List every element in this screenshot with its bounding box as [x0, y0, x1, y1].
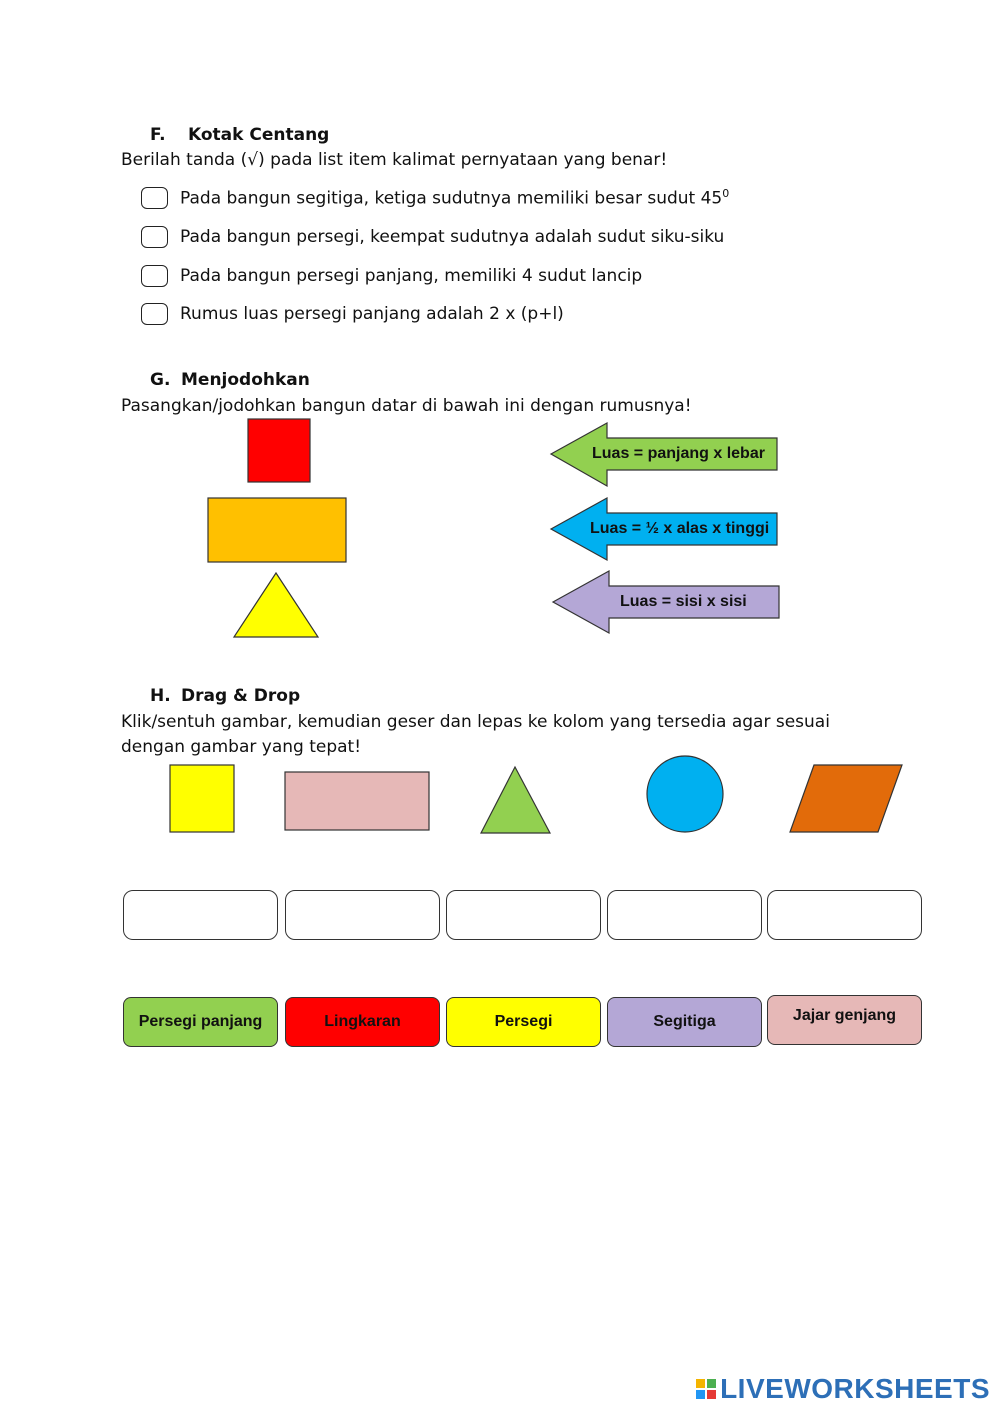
- drag-label-persegi[interactable]: Persegi: [446, 997, 601, 1047]
- drop-zone[interactable]: [446, 890, 601, 940]
- section-g-figures: [0, 0, 1000, 700]
- arrow-label-sisi-sisi: Luas = sisi x sisi: [620, 593, 747, 610]
- arrow-label-panjang-lebar: Luas = panjang x lebar: [592, 445, 765, 462]
- match-square-shape[interactable]: [248, 419, 310, 482]
- drag-circle-shape[interactable]: [647, 756, 723, 832]
- section-f-instruction: Berilah tanda (√) pada list item kalimat pernyataan yang benar!: [121, 150, 668, 170]
- checkbox-item-label: Pada bangun persegi, keempat sudutnya adalah sudut siku-siku: [180, 227, 725, 247]
- section-h-figures: [0, 740, 1000, 850]
- drag-square-shape[interactable]: [170, 765, 234, 832]
- section-g-instruction: Pasangkan/jodohkan bangun datar di bawah ini dengan rumusnya!: [121, 396, 692, 416]
- section-f-heading: Kotak Centang: [188, 125, 330, 145]
- match-triangle-shape[interactable]: [234, 573, 318, 637]
- section-h-letter: H.: [150, 686, 171, 706]
- drop-zone[interactable]: [285, 890, 440, 940]
- checkbox-item-text: Pada bangun segitiga, ketiga sudutnya memiliki besar sudut 45: [180, 188, 723, 209]
- drag-triangle-shape[interactable]: [481, 767, 550, 833]
- checkbox-item-superscript: 0: [722, 187, 730, 201]
- drag-label-segitiga[interactable]: Segitiga: [607, 997, 762, 1047]
- logo-cube-icon: [696, 1379, 716, 1399]
- checkbox-item-label: Pada bangun persegi panjang, memiliki 4 sudut lancip: [180, 266, 643, 286]
- drag-label-lingkaran[interactable]: Lingkaran: [285, 997, 440, 1047]
- drop-zone[interactable]: [123, 890, 278, 940]
- section-h-instruction-line2: dengan gambar yang tepat!: [121, 737, 362, 757]
- drag-label-jajar-genjang[interactable]: Jajar genjang: [767, 995, 922, 1045]
- logo-text: LIVEWORKSHEETS: [720, 1373, 990, 1404]
- section-h-instruction-line1: Klik/sentuh gambar, kemudian geser dan lepas ke kolom yang tersedia agar sesuai: [121, 712, 830, 732]
- section-g-heading: Menjodohkan: [181, 370, 310, 390]
- section-h-title: [150, 686, 300, 706]
- liveworksheets-logo: [696, 1373, 990, 1405]
- section-f-letter: F.: [150, 125, 166, 145]
- section-h-heading: Drag & Drop: [181, 686, 301, 706]
- drag-label-persegi-panjang[interactable]: Persegi panjang: [123, 997, 278, 1047]
- arrow-label-alas-tinggi: Luas = ½ x alas x tinggi: [590, 520, 770, 537]
- drag-parallelogram-shape[interactable]: [790, 765, 902, 832]
- drop-zone[interactable]: [607, 890, 762, 940]
- drop-zone[interactable]: [767, 890, 922, 940]
- match-rectangle-shape[interactable]: [208, 498, 346, 562]
- section-g-letter: G.: [150, 370, 171, 390]
- drag-rectangle-shape[interactable]: [285, 772, 429, 830]
- checkbox-item-label: Rumus luas persegi panjang adalah 2 x (p+l): [180, 304, 564, 324]
